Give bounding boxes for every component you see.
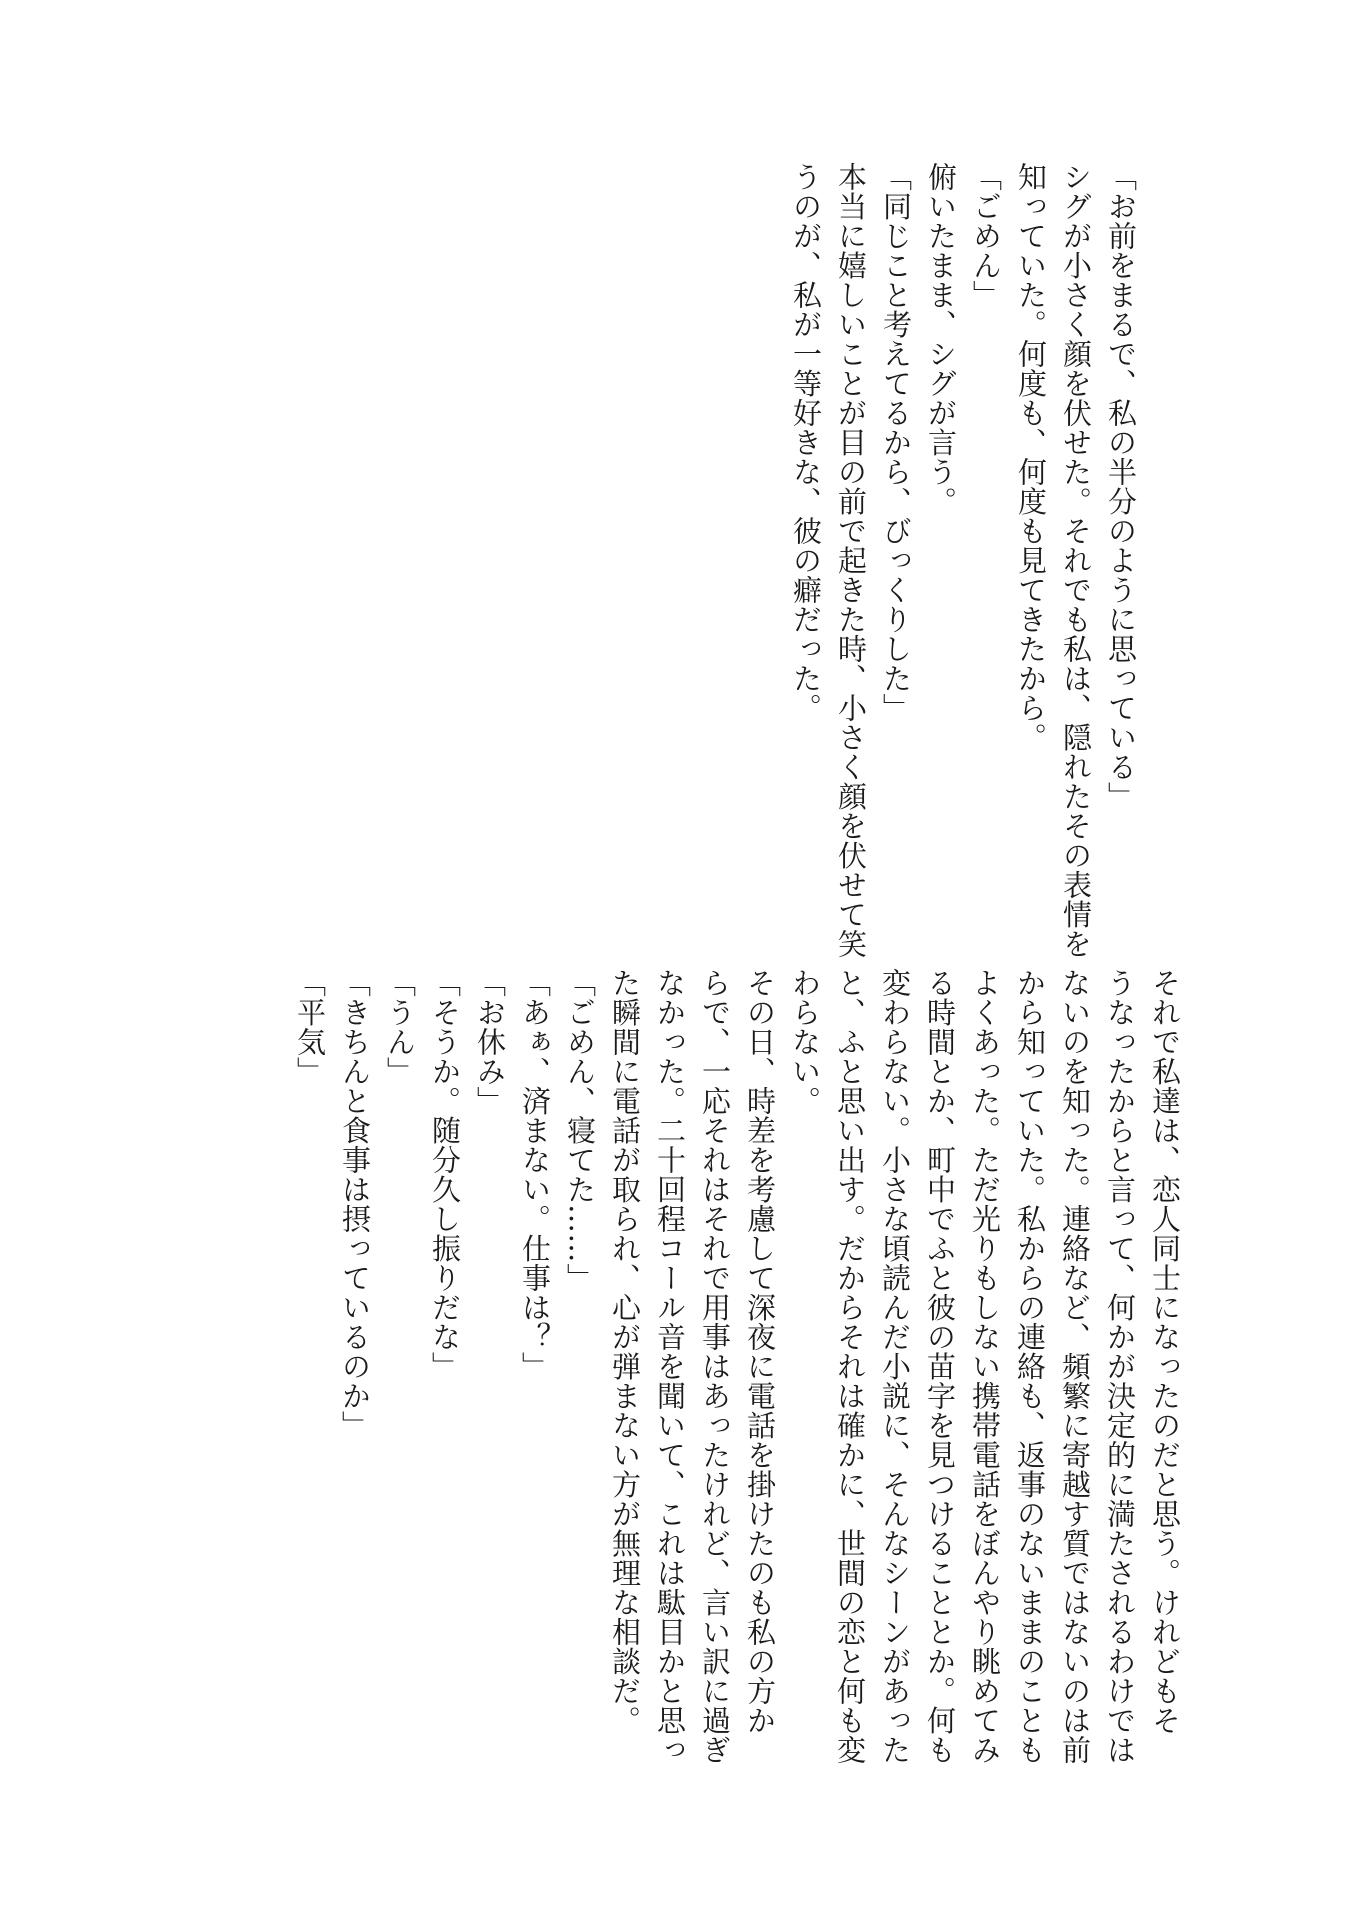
text-line: と、ふと思い出す。だからそれは確かに、世間の恋と何も変: [833, 968, 867, 1765]
text-line: る時間とか、町中でふと彼の苗字を見つけることとか。何も: [923, 968, 957, 1765]
text-line: から知っていた。私からの連絡も、返事のないままのことも: [1013, 968, 1047, 1765]
text-line: 「同じこと考えてるから、びっくりした」: [879, 162, 913, 723]
text-line: その日、時差を考慮して深夜に電話を掛けたのも私の方か: [743, 968, 777, 1735]
text-line: 「そうか。随分久し振りだな」: [428, 968, 462, 1381]
text-line: 本当に嬉しいことが目の前で起きた時、小さく顔を伏せて笑: [834, 162, 868, 959]
text-line: なかった。二十回程コール音を聞いて、これは駄目かと思っ: [653, 968, 687, 1765]
text-line: 「平気」: [293, 968, 327, 1086]
text-line: うのが、私が一等好きな、彼の癖だった。: [789, 162, 823, 723]
text-line: 「きちんと食事は摂っているのか」: [338, 968, 372, 1440]
text-line: ないのを知った。連絡など、頻繁に寄越す質ではないのは前: [1058, 968, 1092, 1765]
text-line: 知っていた。何度も、何度も見てきたから。: [1014, 162, 1048, 752]
upper-text-block: [783, 162, 1143, 959]
text-line: よくあった。ただ光りもしない携帯電話をぼんやり眺めてみ: [968, 968, 1002, 1765]
text-line: 変わらない。小さな頃読んだ小説に、そんなシーンがあった: [878, 968, 912, 1765]
text-line: それで私達は、恋人同士になったのだと思う。けれどもそ: [1148, 968, 1182, 1735]
lower-text-block: [287, 968, 1187, 1768]
text-line: わらない。: [788, 968, 822, 1116]
text-line: シグが小さく顔を伏せた。それでも私は、隠れたその表情を: [1059, 162, 1093, 959]
text-line: 「うん」: [383, 968, 417, 1086]
text-line: うなったからと言って、何かが決定的に満たされるわけでは: [1103, 968, 1137, 1765]
text-line: 俯いたまま、シグが言う。: [924, 162, 958, 516]
text-line: 「ごめん」: [969, 162, 1003, 310]
text-line: 「お前をまるで、私の半分のように思っている」: [1104, 162, 1138, 811]
text-line: 「ごめん、寝てた……」: [563, 968, 597, 1293]
text-line: らで、一応それはそれで用事はあったけれど、言い訳に過ぎ: [698, 968, 732, 1765]
text-line: た瞬間に電話が取られ、心が弾まない方が無理な相談だ。: [608, 968, 642, 1735]
text-line: 「お休み」: [473, 968, 507, 1116]
text-line: 「あぁ、済まない。仕事は？」: [518, 968, 552, 1381]
